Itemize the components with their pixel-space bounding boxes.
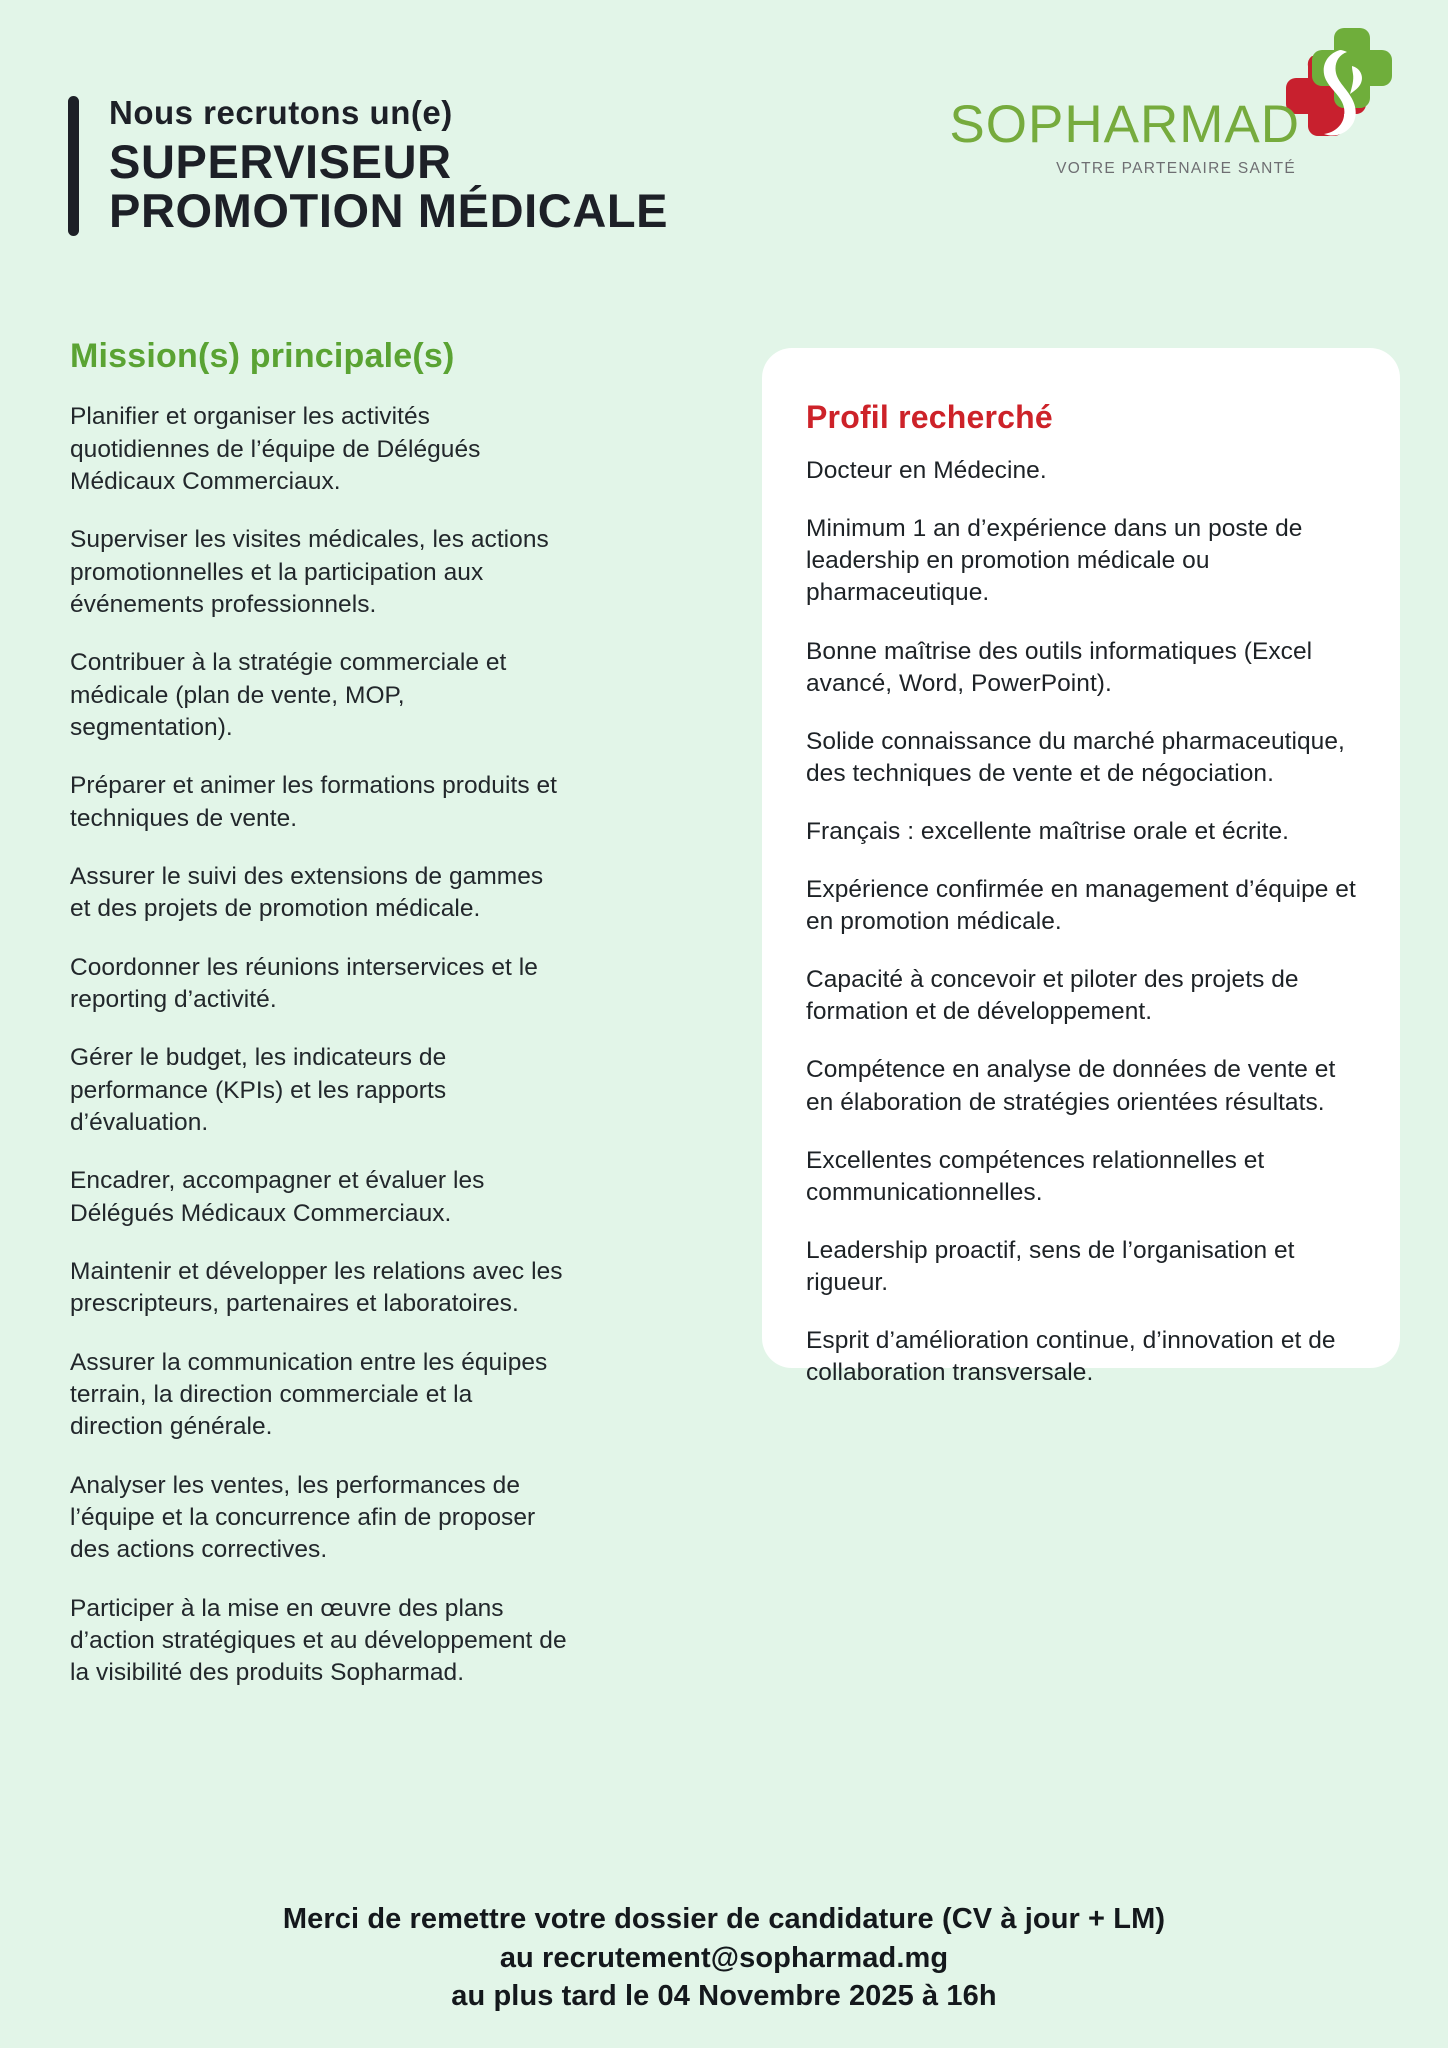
- job-title-line1: SUPERVISEUR: [109, 134, 452, 188]
- logo-tagline: VOTRE PARTENAIRE SANTÉ: [1056, 160, 1296, 177]
- footer-line-instructions: Merci de remettre votre dossier de candidature (CV à jour + LM): [282, 1903, 1166, 1935]
- missions-section-title: Mission(s) principale(s): [70, 337, 455, 375]
- profile-item: Capacité à concevoir et piloter des projets de formation et de développement.: [806, 966, 1299, 1026]
- title-accent-bar: [68, 96, 79, 236]
- mission-item: Superviser les visites médicales, les actions promotionnelles et la participation aux événements professionnels.: [70, 526, 549, 619]
- recruitment-kicker: Nous recrutons un(e): [109, 94, 453, 131]
- mission-item: Préparer et animer les formations produits et techniques de vente.: [70, 772, 558, 832]
- mission-item: Coordonner les réunions interservices et le reporting d’activité.: [70, 953, 538, 1013]
- application-footer: [0, 1900, 1448, 2016]
- mission-item: Gérer le budget, les indicateurs de performance (KPIs) et les rapports d’évaluation.: [70, 1044, 447, 1136]
- profile-item: Minimum 1 an d’expérience dans un poste de leadership en promotion médicale ou pharmaceutique.: [806, 515, 1303, 607]
- mission-item: Maintenir et développer les relations avec les prescripteurs, partenaires et laboratoires.: [70, 1257, 563, 1318]
- profile-item: Expérience confirmée en management d’équipe et en promotion médicale.: [806, 876, 1356, 936]
- profile-card: [762, 348, 1400, 1387]
- profile-item: Excellentes compétences relationnelles et communicationnelles.: [806, 1146, 1265, 1206]
- mission-item: Assurer la communication entre les équipes terrain, la direction commerciale et la direction générale.: [70, 1348, 548, 1441]
- company-logo: [949, 26, 1396, 186]
- profile-item: Français : excellente maîtrise orale et écrite.: [806, 817, 1290, 845]
- mission-item: Analyser les ventes, les performances de l’équipe et la concurrence afin de proposer des actions correctives.: [70, 1471, 536, 1564]
- mission-item: Assurer le suivi des extensions de gammes et des projets de promotion médicale.: [70, 863, 544, 923]
- footer-line-deadline: au plus tard le 04 Novembre 2025 à 16h: [451, 1980, 997, 2013]
- logo-wordmark: SOPHARMAD: [949, 95, 1300, 154]
- missions-column: [70, 338, 570, 1690]
- profile-item: Leadership proactif, sens de l’organisation et rigueur.: [806, 1236, 1295, 1296]
- profile-list: [806, 455, 1356, 1389]
- mission-item: Contribuer à la stratégie commerciale et médicale (plan de vente, MOP, segmentation).: [70, 649, 507, 742]
- title-block: [68, 96, 668, 236]
- mission-item: Encadrer, accompagner et évaluer les Délégués Médicaux Commerciaux.: [70, 1167, 485, 1227]
- profile-item: Compétence en analyse de données de vente et en élaboration de stratégies orientées résultats.: [806, 1056, 1336, 1116]
- title-texts: [109, 96, 668, 236]
- profile-section-title: Profil recherché: [806, 399, 1053, 435]
- profile-item: Bonne maîtrise des outils informatiques (Excel avancé, Word, PowerPoint).: [806, 637, 1313, 697]
- mission-item: Planifier et organiser les activités quotidiennes de l’équipe de Délégués Médicaux Commerciaux.: [70, 403, 481, 496]
- missions-list: [70, 401, 570, 1689]
- poster-header: [0, 0, 1448, 250]
- job-title-line2: PROMOTION MÉDICALE: [109, 184, 669, 238]
- footer-line-email: au recrutement@sopharmad.mg: [499, 1941, 949, 1974]
- profile-item: Docteur en Médecine.: [806, 457, 1047, 485]
- profile-item: Esprit d’amélioration continue, d’innovation et de collaboration transversale.: [806, 1326, 1336, 1387]
- profile-item: Solide connaissance du marché pharmaceutique, des techniques de vente et de négociation.: [806, 727, 1345, 787]
- mission-item: Participer à la mise en œuvre des plans d’action stratégiques et au développement de la visibilité des produits Sopharmad.: [70, 1594, 567, 1687]
